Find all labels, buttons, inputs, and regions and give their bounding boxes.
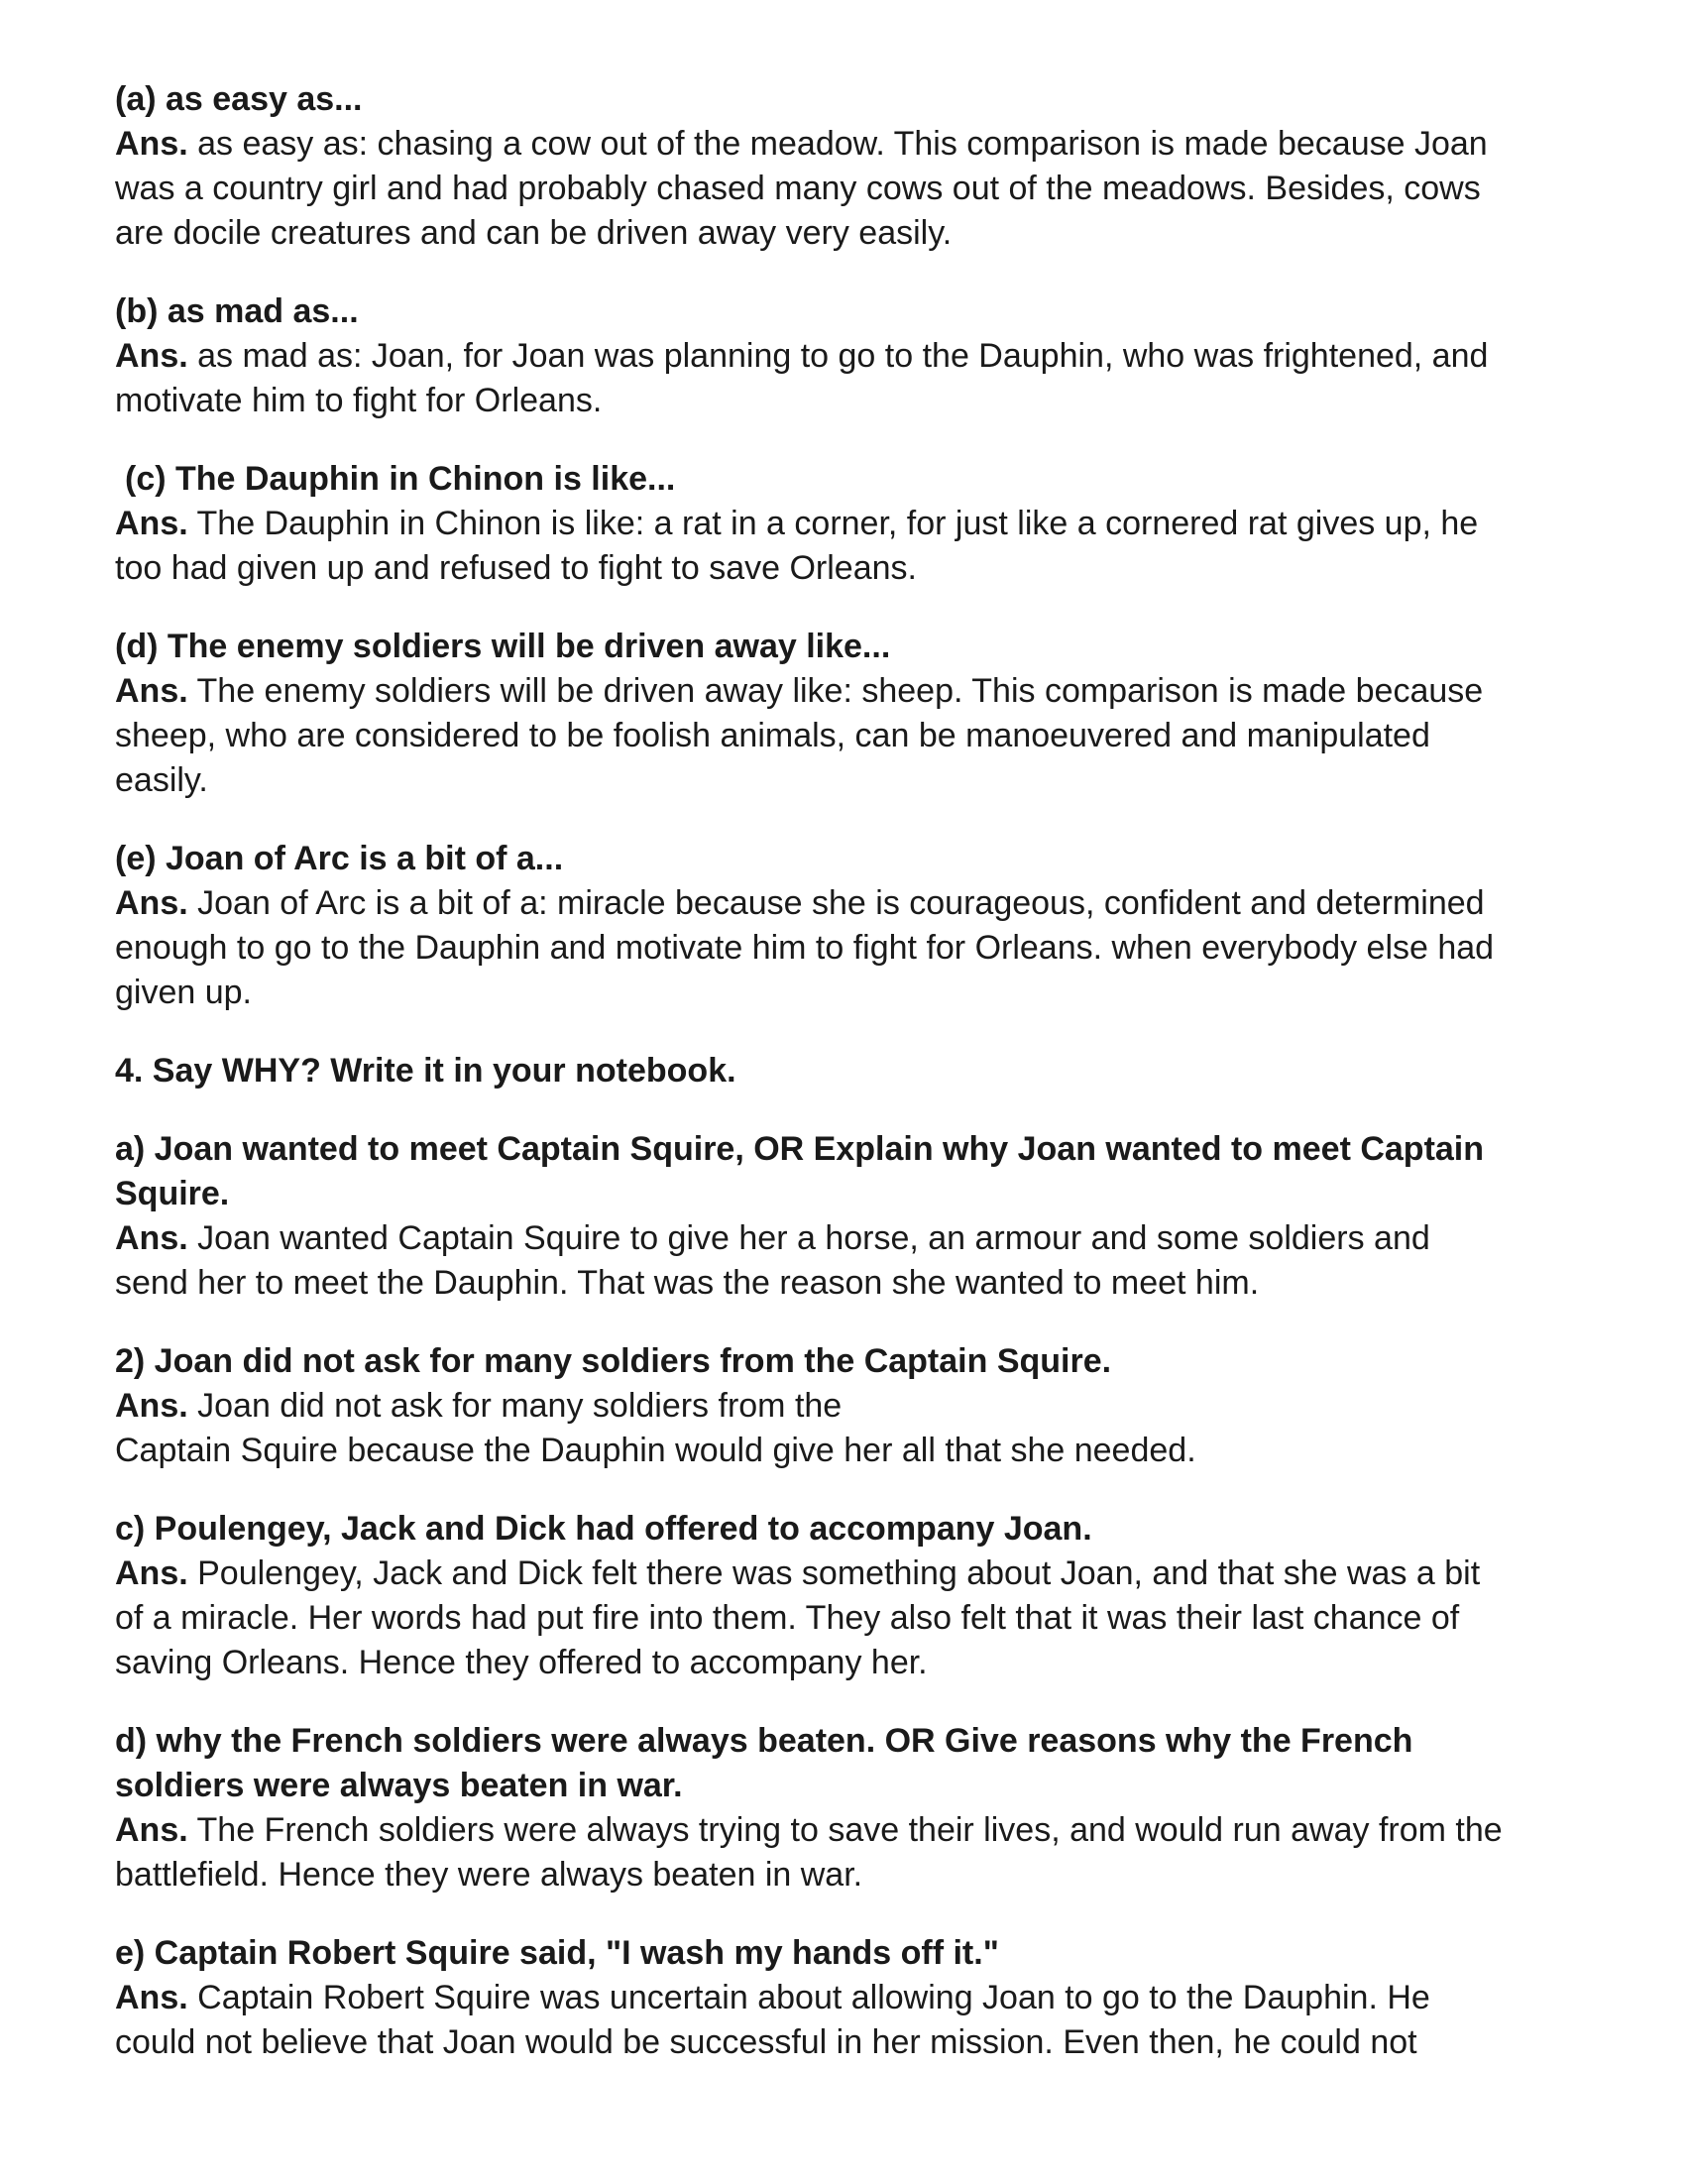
- answer-text: Poulengey, Jack and Dick felt there was something about Joan, and that she was a bit: [187, 1554, 1481, 1592]
- answer-label: Ans.: [115, 1554, 188, 1592]
- answer-text: too had given up and refused to fight to save Orleans.: [115, 549, 917, 587]
- answer-text: of a miracle. Her words had put fire into them. They also felt that it was their last chance of: [115, 1599, 1460, 1637]
- answer-label: Ans.: [115, 1219, 188, 1257]
- answer-line: [115, 1641, 1592, 1685]
- answer-text: easily.: [115, 761, 208, 799]
- answer-line: [115, 881, 1592, 926]
- answer-line: [115, 379, 1592, 423]
- answer-text: given up.: [115, 974, 252, 1011]
- answer-text: saving Orleans. Hence they offered to accompany her.: [115, 1644, 928, 1681]
- answer-text: Joan did not ask for many soldiers from the: [187, 1387, 843, 1425]
- answer-line: [115, 714, 1592, 758]
- answer-text: The Dauphin in Chinon is like: a rat in a corner, for just like a cornered rat gives up, he: [187, 505, 1479, 542]
- answer-label: Ans.: [115, 125, 188, 163]
- answer-line: [115, 1853, 1592, 1897]
- qa-block: [115, 1931, 1592, 2065]
- answer-line: [115, 758, 1592, 803]
- question-heading: (d) The enemy soldiers will be driven away like...: [115, 628, 891, 665]
- answer-line: [115, 2020, 1592, 2065]
- answer-line: [115, 1552, 1592, 1596]
- answer-label: Ans.: [115, 1387, 188, 1425]
- answer-label: Ans.: [115, 884, 188, 922]
- answer-text: The French soldiers were always trying to save their lives, and would run away from the: [187, 1811, 1503, 1849]
- answer-line: [115, 1596, 1592, 1641]
- answer-line: [115, 1808, 1592, 1853]
- answer-text: was a country girl and had probably chased many cows out of the meadows. Besides, cows: [115, 170, 1481, 207]
- question-heading: Squire.: [115, 1175, 230, 1212]
- answer-text: are docile creatures and can be driven away very easily.: [115, 214, 953, 252]
- qa-block: [115, 837, 1592, 1015]
- answer-line: [115, 1429, 1592, 1473]
- answer-label: Ans.: [115, 505, 188, 542]
- answer-line: [115, 1384, 1592, 1429]
- answer-line: [115, 211, 1592, 256]
- question-heading: e) Captain Robert Squire said, "I wash my hands off it.": [115, 1934, 999, 1972]
- qa-block: [115, 1127, 1592, 1306]
- question-heading: d) why the French soldiers were always beaten. OR Give reasons why the French: [115, 1722, 1413, 1760]
- answer-label: Ans.: [115, 1811, 188, 1849]
- qa-block: [115, 457, 1592, 591]
- answer-line: [115, 669, 1592, 714]
- question-heading: c) Poulengey, Jack and Dick had offered to accompany Joan.: [115, 1510, 1092, 1548]
- answer-line: [115, 122, 1592, 167]
- answer-label: Ans.: [115, 337, 188, 375]
- answer-label: Ans.: [115, 1979, 188, 2016]
- qa-block: [115, 1719, 1592, 1897]
- answer-line: [115, 334, 1592, 379]
- answer-line: [115, 1976, 1592, 2020]
- answer-text: sheep, who are considered to be foolish animals, can be manoeuvered and manipulated: [115, 717, 1430, 754]
- qa-block: [115, 1507, 1592, 1685]
- question-heading: 4. Say WHY? Write it in your notebook.: [115, 1052, 736, 1090]
- answer-line: [115, 546, 1592, 591]
- question-heading: 2) Joan did not ask for many soldiers from the Captain Squire.: [115, 1342, 1112, 1380]
- question-heading: a) Joan wanted to meet Captain Squire, OR Explain why Joan wanted to meet Captain: [115, 1130, 1485, 1168]
- question-heading: (e) Joan of Arc is a bit of a...: [115, 840, 564, 877]
- answer-line: [115, 1261, 1592, 1306]
- qa-block: [115, 1049, 1592, 1093]
- question-heading: (c) The Dauphin in Chinon is like...: [125, 460, 676, 498]
- answer-text: Captain Squire because the Dauphin would give her all that she needed.: [115, 1432, 1196, 1469]
- answer-text: Captain Robert Squire was uncertain about allowing Joan to go to the Dauphin. He: [187, 1979, 1430, 2016]
- answer-text: battlefield. Hence they were always beaten in war.: [115, 1856, 863, 1894]
- answer-text: Joan of Arc is a bit of a: miracle because she is courageous, confident and determined: [187, 884, 1485, 922]
- question-heading: (b) as mad as...: [115, 292, 359, 330]
- qa-block: [115, 289, 1592, 423]
- answer-text: Joan wanted Captain Squire to give her a horse, an armour and some soldiers and: [187, 1219, 1430, 1257]
- document-body: [115, 77, 1592, 2099]
- answer-text: as mad as: Joan, for Joan was planning to go to the Dauphin, who was frightened, and: [187, 337, 1489, 375]
- answer-line: [115, 1216, 1592, 1261]
- answer-text: enough to go to the Dauphin and motivate him to fight for Orleans. when everybody else had: [115, 929, 1495, 967]
- answer-line: [115, 971, 1592, 1015]
- question-heading: soldiers were always beaten in war.: [115, 1767, 683, 1804]
- answer-text: as easy as: chasing a cow out of the meadow. This comparison is made because Joan: [187, 125, 1488, 163]
- answer-label: Ans.: [115, 672, 188, 710]
- answer-text: could not believe that Joan would be successful in her mission. Even then, he could not: [115, 2023, 1417, 2061]
- answer-text: motivate him to fight for Orleans.: [115, 382, 603, 419]
- question-heading: (a) as easy as...: [115, 80, 363, 118]
- answer-text: The enemy soldiers will be driven away like: sheep. This comparison is made because: [187, 672, 1484, 710]
- answer-line: [115, 926, 1592, 971]
- qa-block: [115, 1339, 1592, 1473]
- answer-line: [115, 167, 1592, 211]
- qa-block: [115, 77, 1592, 256]
- answer-line: [115, 502, 1592, 546]
- answer-text: send her to meet the Dauphin. That was the reason she wanted to meet him.: [115, 1264, 1260, 1302]
- qa-block: [115, 625, 1592, 803]
